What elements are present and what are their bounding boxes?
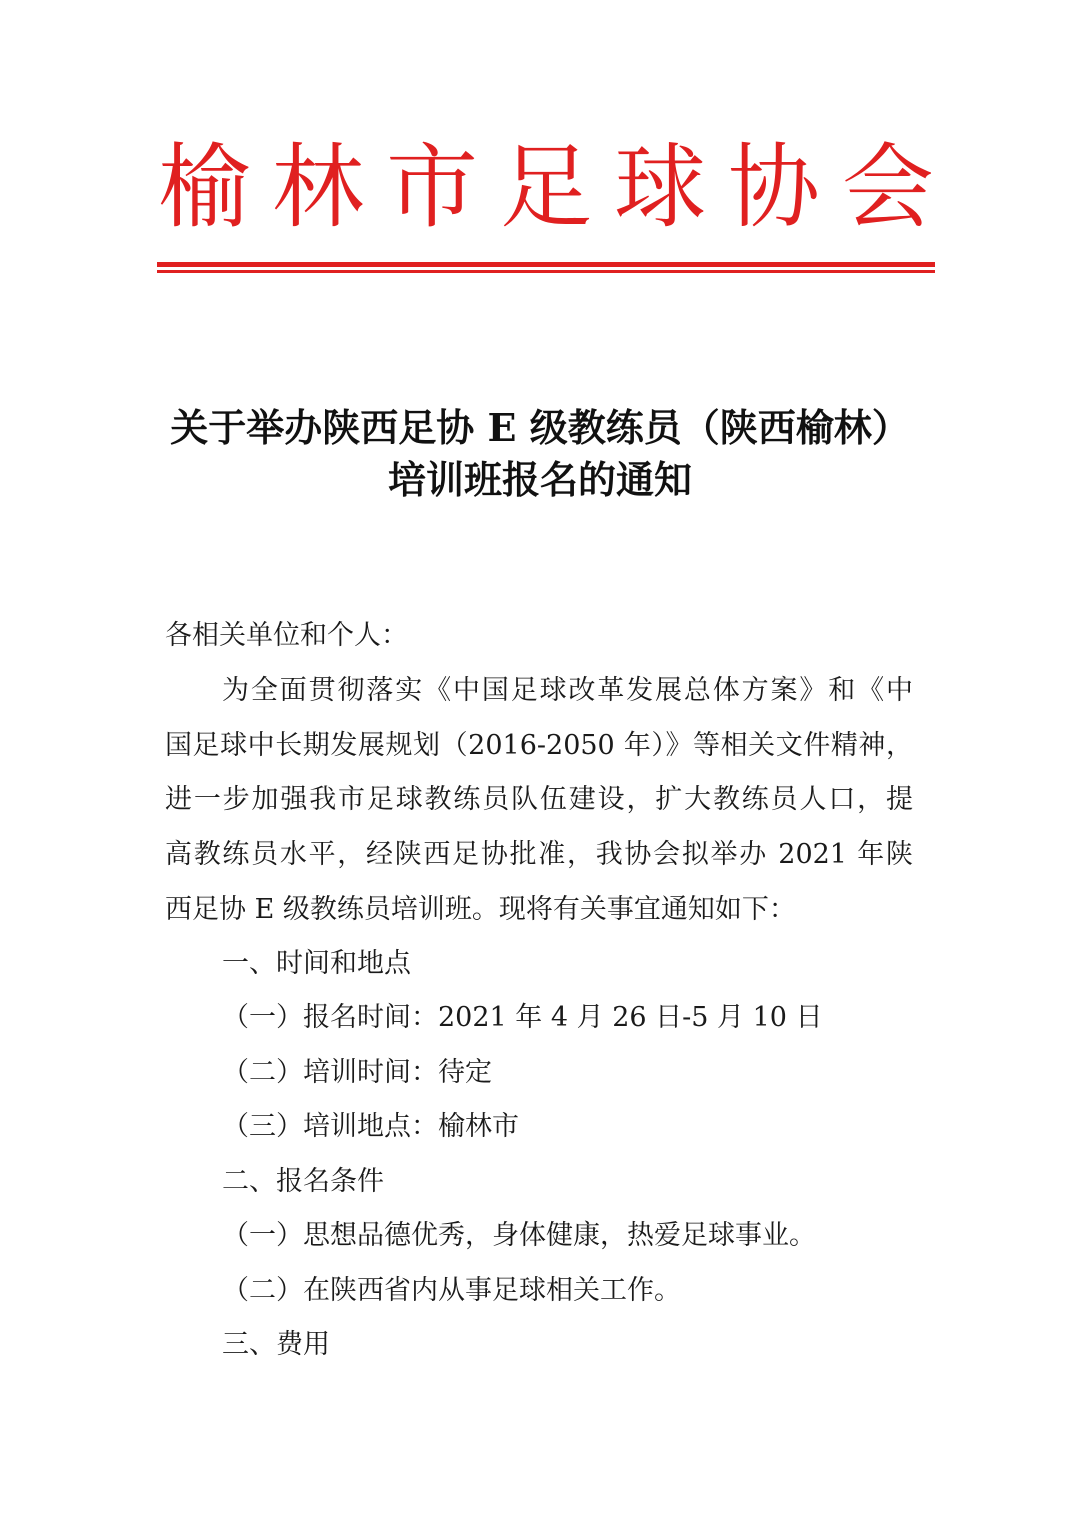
section-heading: 三、费用 (222, 1329, 330, 1360)
intro-line: 进一步加强我市足球教练员队伍建设，扩大教练员人口，提 (165, 784, 913, 815)
org-name-char: 球 (613, 134, 706, 241)
section-item: （二）在陕西省内从事足球相关工作。 (222, 1275, 681, 1306)
letterhead-rule-thick (157, 262, 935, 267)
intro-line: 西足协 E 级教练员培训班。现将有关事宜通知如下： (165, 894, 796, 925)
section-item: （二）培训时间：待定 (222, 1057, 492, 1088)
org-name-char: 协 (727, 134, 820, 241)
intro-line: 国足球中长期发展规划（2016-2050 年）》等相关文件精神， (165, 730, 913, 761)
document-title-line-1: 关于举办陕西足协 E 级教练员（陕西榆林） (170, 405, 910, 450)
section-item: （一）报名时间：2021 年 4 月 26 日-5 月 10 日 (222, 1002, 823, 1033)
org-name-char: 林 (271, 134, 364, 241)
salutation: 各相关单位和个人： (165, 620, 408, 651)
section-heading: 二、报名条件 (222, 1166, 384, 1197)
intro-line: 为全面贯彻落实《中国足球改革发展总体方案》和《中 (222, 675, 913, 706)
section-item: （一）思想品德优秀，身体健康，热爱足球事业。 (222, 1220, 816, 1251)
document-title-line-2: 培训班报名的通知 (387, 457, 692, 502)
org-name-char: 市 (385, 134, 478, 241)
org-name-char: 会 (841, 134, 934, 241)
letterhead-rule-thin (157, 270, 935, 273)
letterhead-org-name (158, 128, 934, 248)
section-heading: 一、时间和地点 (222, 948, 411, 979)
org-name-char: 榆 (158, 134, 251, 241)
section-item: （三）培训地点：榆林市 (222, 1111, 519, 1142)
org-name-char: 足 (499, 134, 592, 241)
intro-line: 高教练员水平，经陕西足协批准，我协会拟举办 2021 年陕 (165, 839, 913, 870)
